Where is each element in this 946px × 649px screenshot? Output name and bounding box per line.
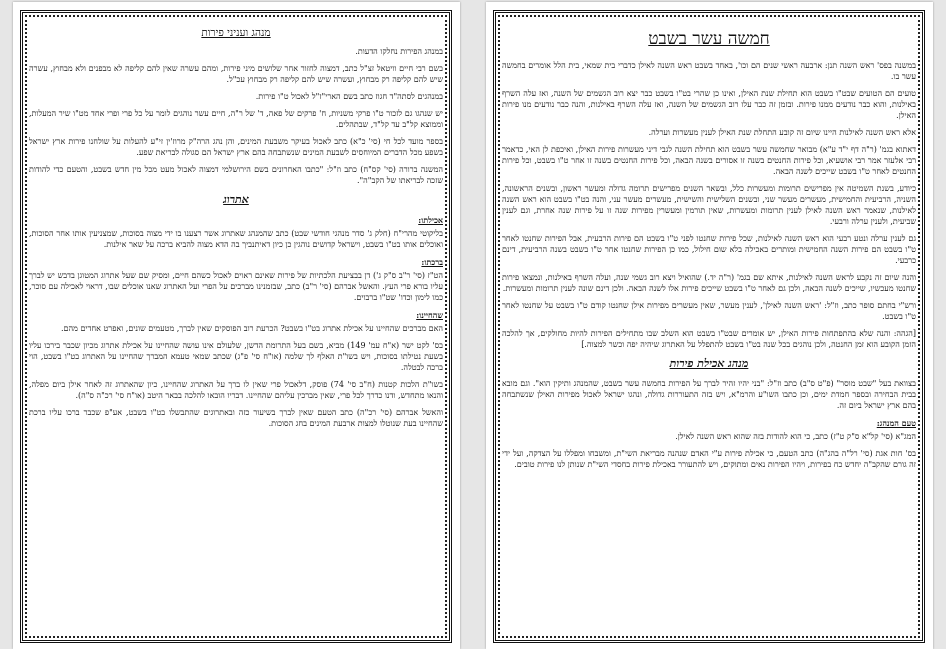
document-page-left [13,2,460,649]
paragraph: יש שנהגו גם לזכור ט"ו פרקי משניות, ח' פרקים של פאה, ד' של ר"ה, חיים עשר נוהגים לומר על כל פרי ופרי אחד מט"ו שיר המעלות, וממוצא קל"ב עד קל"ד, שבתהלים. [29,109,443,129]
paragraph: בצוואת בעל "שבט מוסר" (פ"ט ס"ב) כתב וז"ל: "בני יהיו זהיר לברך על הפירות בחמשה עשר בשבט, שהמנהג ותיקין הוא". וגם מובא בבית הבחירה ובספר חמדת ימים, וכן כתבו השו"ע והרמ"א, ויש בזה התעוררות גדולה, ונהגו ישראל לאכול מפירות האילן שנשתבחה בהם ארץ ישראל ביום זה. [502,379,916,410]
paragraph: במנהג הפירות נחלקו הדעות. [355,47,443,56]
subsection-heading: ברכתו: [421,257,443,267]
document-page-right [486,2,933,649]
paragraph: הט"ז (סי' ר"ב ס"ק ג') דן בבציעת הלכתיות של פירות שאינם ראוים לאכול כשהם חיים, ומסיק שם שעל אתרוג המטוגן בדבש יש לברך עליו בורא פרי העץ. והאשל אברהם (סי' ר"ב) כתב, שבזמנינו מברכים על הפרי ועל האתרוג שאנו אוכלים שבו, דראוי לאכילה עם סוכר, כמו לימון וכדו' שט"ו ברבוים. [29,271,443,302]
paragraph: בשם רבי חיים וויטאל זצ"ל כתב, דמצוה לחזור אחר שלושים מיני פירות, ומהם עשרה שאין להם קליפה לא מבפנים ולא מבחוץ, עשרה שיש להם קליפה רק מבחוץ, ועשרה שיש להם קליפה רק מבחוץ עכ"ל. [29,64,443,84]
paragraph: טועים הם הטועים שבט"ו בשבט הוא תחילת שנת האילן, ואינו כן שהרי בט"ו בשבט כבר יצא רוב הגשמים של השנה, ואז עלה השרף באילנות, והוא כבר נודעים ממנו פירות. ובזמן זה כבר עלו רוב הגשמים של השנה, ואז עלה השרף באילנות, והנה כבר נודעים מנו פירות האילן. [502,89,916,120]
page-content-left [29,20,443,635]
paragraph: המג"א (סי' קל"א ס"ק ט"ז) כתב, כי הוא להודות בזה שהוא ראש השנה לאילן. [675,432,916,441]
subsection-heading: אכילתו: [418,215,443,225]
section-title: מנהג אכילת פירות [669,357,749,370]
paragraph: כיודע, בשנת השמיטה אין מפרישים תרומות ומעשרות כלל, ובשאר השנים מפרישים תרומה גדולה ומעשר ראשון, ובשנים הראשונה, השניה, הרביעית והחמישית, מעשרים מעשר שני, ובשנים השלישית והשישית, מעשרים מעשר עני, והנה בט"ו בשבט הוא ראש השנה לאילנות, שנאמר ראש השנה לאילן לענין תרומות ומעשרות, שאין תורמין ומעשרין מפירות שנה זו על פירות שנה אחרת, וגם לענין שביעית, ולענין ערלה ורבעי. [502,184,916,226]
paragraph: במשנה בפס' ראש השנה תנן: ארבעה ראשי שנים הם וכו', באחד בשבט ראש השנה לאילן כדברי בית שמאי, בית הלל אומרים בחמשה עשר בו. [502,61,916,81]
paragraph: האם מברכים שהחיינו על אכילת אתרוג בט"ו בשבט? הכרעת רוב הפוסקים שאין לברך, מטעמים שונים, ואפרט אחדים מהם. [61,324,443,333]
page-title: חמשה עשר בשבט [648,29,770,49]
page-title: מנהג ועניני פירות [201,27,271,39]
paragraph: בספר מועד לכל חי (סי' כ"א) כתב לאכול בעיקר משבעת המינים, והן נהג הרה"ק מרוז'ין זי"ע להעלות על שולחנו פירות ארץ ישראל בשפע מכל הדברים המיוחסים לשבעת המינים שנשתבחה בהם ארץ ישראל הם סגולה לבריאת שפע. [29,137,443,157]
paragraph: בשו"ת הלכות קטנות (ח"ב סי' 74) פוסק, דלאכול פרי שאין לו ברך על האתרוג שהחיינו, כיון שהאתרוג זה לאחר אילן ביום מפלה, והנאו מתחדש, ודנו כדרך לכל פרי, שאין מברכין עליהם שהחיינו. דבריו הובאו להלכה בבאר היטב (או"ח סי' רכ"ה ס"ה). [29,380,443,400]
paragraph: במנהגים לסתה"ד חגוז כתב בשם הארי"ז"ל לאכול ט"ו פירות. [255,92,443,101]
paragraph: בס' לקט ישר (א"ח עמ' 149) מביא, בשם בעל התרומת הדשן, שלעולם אינו עושה שהחיינו על אכילת אתרוג מכיון שכבר בירכו עליו בשעת נטילתו בסוכות, ויש בשו"ת האלף לך שלמה (או"ח סי' פ"ג) שכתב שמאי טעמא המברך שהחיינו על האתרוג בט"ו בשבט, הוי ברכה לבטלה. [29,341,443,372]
paragraph: המשנה ברורה (סי' קס"ח) כתב וז"ל: "כתבו האחרונים בשם הירושלמי דמצוה לאכול מעט מכל מין חדש בשבט, והטעם כדי להודות שזכה לבריאתו של הקב"ה". [29,165,443,185]
paragraph: והנה שיום זה נקבע לראש השנה לאילנות, איתא שם בגמ' (ר"ה יד.) שהואיל ויצא רוב גשמי שנה, ועלה השרף באילנות, ונמצאו פירות שחנטו מעכשיו, שייכים לשנה הבאה, ולכן גם לאחר ט"ו בשבט שייכים פירות אלו לשנה הבאה. ולכן דינם שונה לענין תרומות ומעשרות. [502,273,916,293]
section-title: אתרוג [223,193,249,206]
paragraph: בס' חות אגת (סי' רל"ה בהג"ה) כתב הטעם, כי אכילת פירות ע"י האדם שנהנה מבריאת השי"ת, ומשבחו ומפללו על הצדקה, ועל ידי זה גורם שהקב"ה יחדש כח בפירות, ויהיו הפירות נאים ומתוקים, ויש להתעורר באכילת פירות בחסדי השי"ת שנותן לנו פירות טובים. [502,449,916,469]
subsection-heading: שהחיינו: [416,310,443,320]
page-content-right [502,20,916,635]
subsection-heading: טעם המנהג: [876,418,916,428]
paragraph: דאתוא בגמ' (ר"ה דף י"ד ע"א) מבואר שחמשה עשר בשבט הוא תחילת השנה לגבי דיני מעשרות פירות האילן, ואיכפת לן האי, כדאמר רבי אלעזר אמר רבי אושעיא, וכל פירות החנטים בשנה זו אסורים בשנה הבאה, וכל פירות החנטים בשנה זו אחר ט"ו בשבט, וכל פירות החנטים לאחר ט"ו בשבט שייכים לשנה הבאה. [502,145,916,176]
paragraph: [הגהה: והנה שלא בהתפתחות פירות האילן, יש אומרים שבט"ו בשבט הוא השלב שבו מתחילים הפירות להיות מחולקים, אך להלכה הזמן הקובע הוא זמן החנטה, ולכן נוהגים בכל שנה בט"ו בשבט להתפלל על האתרוג שיהיה יפה וכשר למצוה.] [502,329,916,349]
paragraph: ורש"י בחתם סופר כתב, וז"ל: 'ראש השנה לאילן', לענין מעשר, שאין מעשרים מפירות אילן שחנטו קודם ט"ו בשבט על שחנטו לאחר ט"ו בשבט. [502,301,916,321]
paragraph: גם לענין ערלה ונטע רבעי הוא ראש השנה לאילנות, שכל פירות שחנטו לפני ט"ו בשבט הם פירות הרבעית, אבל הפירות שחנטו לאחר ט"ו בשבט הם פירות השנה החמישית ומותרים באכילה בלא שום חילול, כמו כן הפירות שחנטו אחר ט"ו בשבט בשנה הרביעית, דינם כרבעי. [502,234,916,265]
paragraph: בליקוטי מהרי"ח (חלק ג' סדר מנהגי חודשי שבט) כתב שהמנהג שאתרוג אשר רצענו בו ידי מצוה בסוכות, שמצניעין אותו אחר הסוכות, ואוכלים אותו בט"ו בשבט, וישראל קדושים נוהגין כן כיון דאיתנביך בה הדא מצוה להביא ברכה על שאר אילנות. [29,229,443,249]
paragraph: והאשל אברהם (סי' רכ"ה) כתב הטעם שאין לברך בשיעור כזה ובאתרוגים שהתבשלו בט"ו בשבט, אע"פ שכבר ברכו עליו ברכת שהחיינו בעת שנוטלו למצות ארבעת המינים בחג הסוכות. [29,408,443,428]
paragraph: אלא ראש השנה לאילנות היינו שיום זה קובע התחלת שנת האילן לענין מעשרות וערלה. [648,128,916,137]
